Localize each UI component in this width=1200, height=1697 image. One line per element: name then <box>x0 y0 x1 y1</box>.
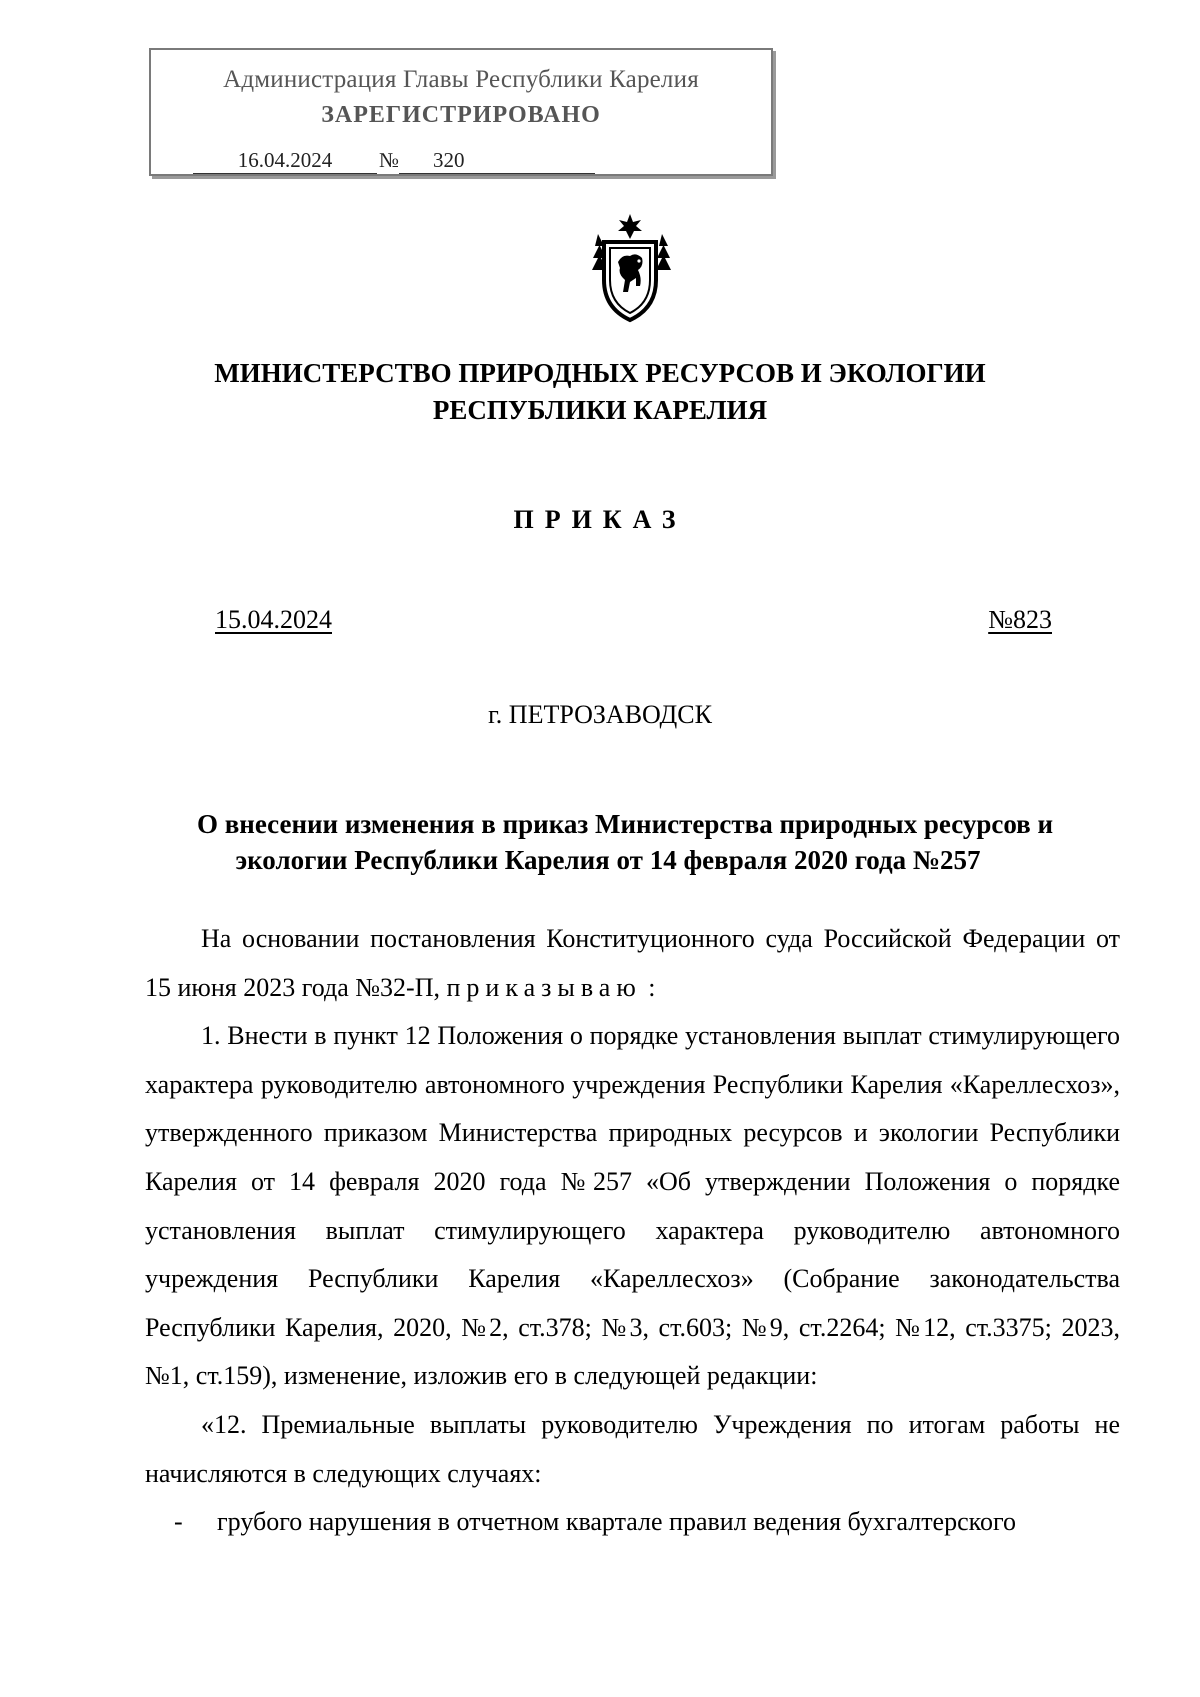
document-body <box>145 915 1120 1547</box>
stamp-number: 320 <box>399 148 595 174</box>
stamp-status: ЗАРЕГИСТРИРОВАНО <box>321 102 601 128</box>
ministry-name-line1: МИНИСТЕРСТВО ПРИРОДНЫХ РЕСУРСОВ И ЭКОЛОГИИ <box>214 358 986 388</box>
registration-stamp <box>149 48 773 176</box>
stamp-organization: Администрация Главы Республики Карелия <box>223 66 699 93</box>
ministry-name-line2: РЕСПУБЛИКИ КАРЕЛИЯ <box>432 395 768 425</box>
bullet-text: грубого нарушения в отчетном квартале правил ведения бухгалтерского <box>217 1507 1016 1537</box>
order-number: №823 <box>988 605 1052 634</box>
preamble-end: : <box>641 972 656 1002</box>
subject-line2: экологии Республики Карелия от 14 февраля 2020 года №257 <box>235 845 981 875</box>
stamp-number-label: № <box>379 148 400 172</box>
item-1-paragraph: 1. Внести в пункт 12 Положения о порядке установления выплат стимулирующего характера руководителю автономного учреждения Республики Карелия «Кареллесхоз», утвержденного приказом Министерства природных ресурсов и экологии Республики Карелия от 14 февраля 2020 года №257 «Об утверждении Положения о порядке установления выплат стимулирующего характера руководителю автономного учреждения Республики Карелия «Кареллесхоз» (Собрание законодательства Республики Карелия, 2020, №2, ст.378; №3, ст.603; №9, ст.2264; №12, ст.3375; 2023, №1, ст.159), изменение, изложив его в следующей редакции: <box>145 1021 1120 1391</box>
stamp-date: 16.04.2024 <box>193 148 377 174</box>
preamble-text: На основании постановления Конституционного суда Российской Федерации от 15 июня 2023 года №32-П, <box>145 924 1120 1002</box>
bullet-mark: - <box>174 1507 183 1537</box>
subject-line1: О внесении изменения в приказ Министерства природных ресурсов и <box>196 809 1054 839</box>
preamble-paragraph <box>145 915 1120 1012</box>
order-date: 15.04.2024 <box>215 605 332 634</box>
karelia-coat-of-arms-icon <box>584 212 676 324</box>
document-type-title: ПРИКАЗ <box>513 505 687 534</box>
city-name: г. ПЕТРОЗАВОДСК <box>488 700 712 729</box>
preamble-order-word: приказываю <box>446 972 642 1002</box>
item-12-paragraph: «12. Премиальные выплаты руководителю Учреждения по итогам работы не начисляются в следующих случаях: <box>145 1409 1120 1488</box>
order-subject <box>0 806 1200 878</box>
stamp-registration-row <box>193 148 595 174</box>
bullet-item <box>145 1498 1120 1547</box>
